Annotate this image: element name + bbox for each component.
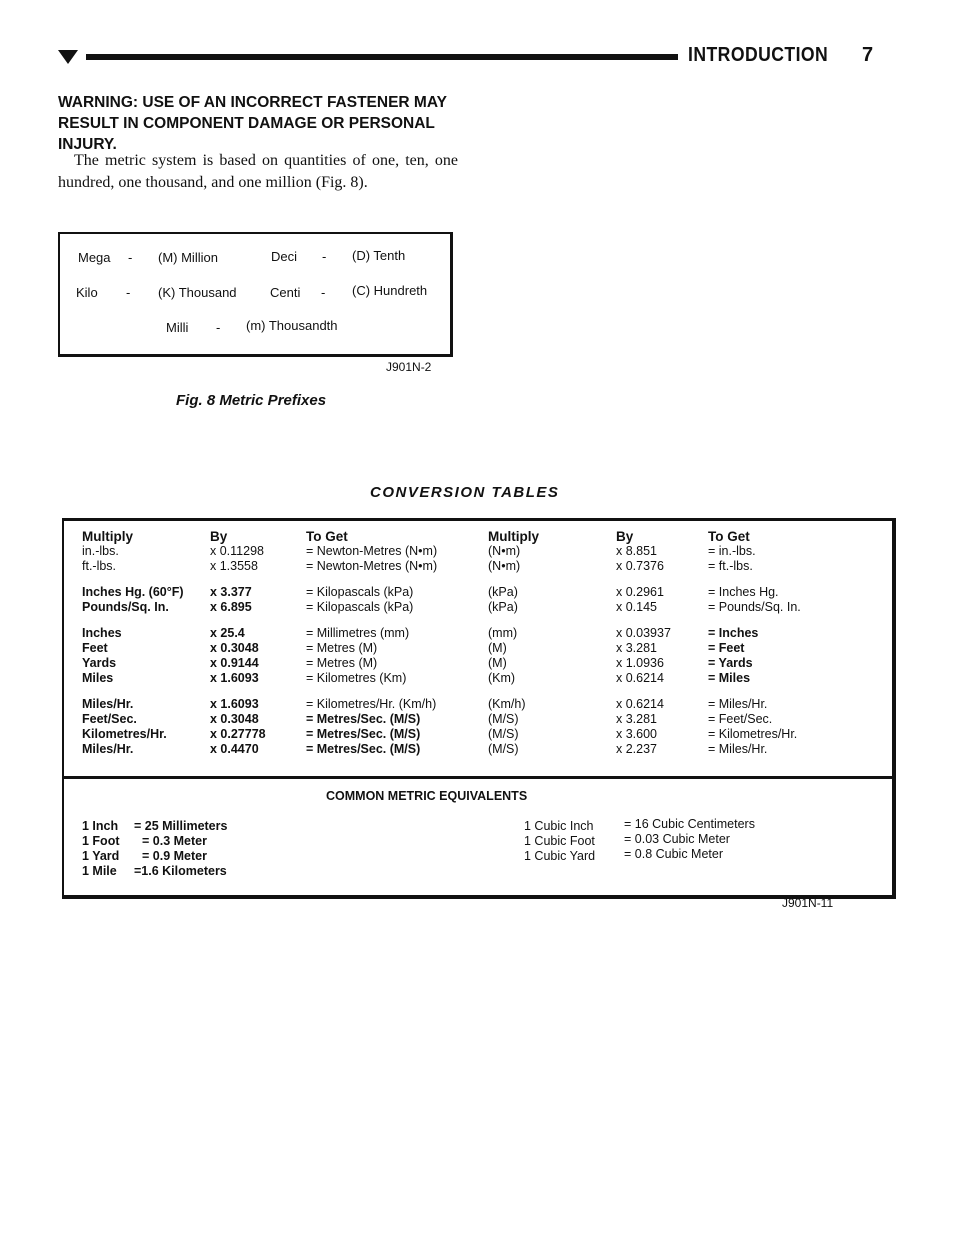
equiv-value: = 0.8 Cubic Meter bbox=[624, 847, 724, 861]
prefix-dash: - bbox=[128, 250, 133, 265]
equiv-label: 1 Foot bbox=[82, 834, 120, 848]
equiv-value: = 0.9 Meter bbox=[142, 849, 207, 863]
table-cell: = Miles/Hr. bbox=[708, 697, 768, 711]
prefix-dash: - bbox=[321, 285, 326, 300]
table-cell: (mm) bbox=[488, 626, 518, 640]
equiv-value: = 0.03 Cubic Meter bbox=[624, 832, 730, 846]
equiv-label: 1 Mile bbox=[82, 864, 117, 878]
table-cell: Inches Hg. (60°F) bbox=[82, 585, 184, 599]
equiv-value: = 25 Millimeters bbox=[134, 819, 228, 833]
group-gap bbox=[82, 574, 184, 585]
table-cell: = Inches Hg. bbox=[708, 585, 779, 599]
table-cell: x 0.3048 bbox=[210, 712, 259, 726]
group-gap bbox=[210, 574, 266, 585]
equivalents-right-names bbox=[524, 819, 595, 864]
group-gap bbox=[488, 574, 539, 585]
section-triangle-icon bbox=[58, 50, 78, 64]
group-gap bbox=[708, 615, 801, 626]
prefix-name: Mega bbox=[78, 250, 111, 265]
column-toget-right bbox=[708, 529, 801, 757]
equiv-value: = 16 Cubic Centimeters bbox=[624, 817, 755, 831]
prefix-name: Centi bbox=[270, 285, 301, 300]
table-cell: Feet bbox=[82, 641, 108, 655]
table-cell: (M/S) bbox=[488, 712, 519, 726]
table-cell: x 0.6214 bbox=[616, 671, 664, 685]
table-cell: = Metres/Sec. (M/S) bbox=[306, 727, 421, 741]
table-cell: = Kilometres/Hr. (Km/h) bbox=[306, 697, 437, 711]
table-cell: = Kilopascals (kPa) bbox=[306, 585, 414, 599]
equiv-label: 1 Yard bbox=[82, 849, 120, 863]
table-cell: x 0.145 bbox=[616, 600, 658, 614]
table-cell: x 1.3558 bbox=[210, 559, 258, 573]
table-cell: x 2.237 bbox=[616, 742, 658, 756]
column-header: To Get bbox=[708, 529, 750, 544]
table-cell: x 1.0936 bbox=[616, 656, 664, 670]
table-cell: = Metres (M) bbox=[306, 641, 378, 655]
table-cell: x 0.3048 bbox=[210, 641, 259, 655]
column-toget-left bbox=[306, 529, 437, 757]
equivalents-right-values bbox=[624, 817, 755, 862]
prefix-meaning: (D) Tenth bbox=[352, 248, 406, 263]
table-cell: = in.-lbs. bbox=[708, 544, 756, 558]
table-cell: = Newton-Metres (N•m) bbox=[306, 544, 438, 558]
column-header: By bbox=[210, 529, 228, 544]
figure-caption: Fig. 8 Metric Prefixes bbox=[176, 392, 327, 409]
table-cell: (M/S) bbox=[488, 742, 519, 756]
column-by-right bbox=[616, 529, 671, 757]
group-gap bbox=[488, 686, 539, 697]
table-cell: Miles/Hr. bbox=[82, 742, 134, 756]
table-cell: = Kilopascals (kPa) bbox=[306, 600, 414, 614]
table-cell: Feet/Sec. bbox=[82, 712, 137, 726]
table-cell: x 1.6093 bbox=[210, 697, 259, 711]
column-multiply-right bbox=[488, 529, 539, 757]
table-cell: = Feet bbox=[708, 641, 745, 655]
table-cell: = Millimetres (mm) bbox=[306, 626, 410, 640]
table-cell: x 0.4470 bbox=[210, 742, 259, 756]
table-cell: = Metres/Sec. (M/S) bbox=[306, 742, 421, 756]
table-cell: (N•m) bbox=[488, 559, 521, 573]
group-gap bbox=[488, 615, 539, 626]
table-cell: x 3.281 bbox=[616, 712, 658, 726]
group-gap bbox=[306, 615, 437, 626]
table-cell: (M/S) bbox=[488, 727, 519, 741]
table-cell: x 0.11298 bbox=[210, 544, 264, 558]
header-rule bbox=[86, 54, 678, 60]
equiv-label: 1 Inch bbox=[82, 819, 119, 833]
table-cell: x 3.377 bbox=[210, 585, 252, 599]
prefix-meaning: (M) Million bbox=[158, 250, 218, 265]
table-cell: x 3.281 bbox=[616, 641, 658, 655]
table-cell: x 6.895 bbox=[210, 600, 252, 614]
table-cell: = Pounds/Sq. In. bbox=[708, 600, 801, 614]
prefix-dash: - bbox=[216, 320, 221, 335]
table-cell: (Km) bbox=[488, 671, 516, 685]
equivalents-left-names bbox=[82, 819, 120, 879]
column-multiply-left bbox=[82, 529, 184, 757]
table-cell: (M) bbox=[488, 641, 507, 655]
table-cell: = Metres/Sec. (M/S) bbox=[306, 712, 421, 726]
table-cell: (kPa) bbox=[488, 585, 518, 599]
table-cell: (M) bbox=[488, 656, 507, 670]
table-cell: = ft.-lbs. bbox=[708, 559, 753, 573]
equivalents-left-values bbox=[134, 819, 227, 879]
table-cell: Yards bbox=[82, 656, 117, 670]
conversion-tables-title: CONVERSION TABLES bbox=[370, 484, 560, 501]
table-cell: = Miles bbox=[708, 671, 751, 685]
group-gap bbox=[82, 615, 184, 626]
table-cell: Miles/Hr. bbox=[82, 697, 134, 711]
table-cell: x 0.03937 bbox=[616, 626, 671, 640]
table-cell: x 0.9144 bbox=[210, 656, 259, 670]
section-title: INTRODUCTION bbox=[688, 44, 829, 66]
prefix-name: Milli bbox=[166, 320, 189, 335]
table-cell: x 25.4 bbox=[210, 626, 245, 640]
table-cell: x 0.7376 bbox=[616, 559, 664, 573]
prefix-dash: - bbox=[322, 249, 327, 264]
prefix-dash: - bbox=[126, 285, 131, 300]
warning-text: WARNING: USE OF AN INCORRECT FASTENER MAY RESULT IN COMPONENT DAMAGE OR PERSONAL INJURY. bbox=[58, 94, 447, 153]
prefix-name: Deci bbox=[271, 249, 298, 264]
page-number: 7 bbox=[862, 44, 874, 66]
table-cell: = Yards bbox=[708, 656, 753, 670]
equiv-value: =1.6 Kilometers bbox=[134, 864, 227, 878]
column-header: By bbox=[616, 529, 634, 544]
body-paragraph: The metric system is based on quantities of one, ten, one hundred, one thousand, and one million (Fig. 8). bbox=[58, 152, 458, 191]
table-cell: = Feet/Sec. bbox=[708, 712, 773, 726]
table-cell: x 8.851 bbox=[616, 544, 658, 558]
table-cell: x 3.600 bbox=[616, 727, 658, 741]
group-gap bbox=[708, 574, 801, 585]
table-cell: (N•m) bbox=[488, 544, 521, 558]
table-id: J901N-11 bbox=[782, 896, 834, 910]
prefix-meaning: (C) Hundreth bbox=[352, 283, 428, 298]
equiv-value: = 0.3 Meter bbox=[142, 834, 207, 848]
table-cell: in.-lbs. bbox=[82, 544, 119, 558]
metric-prefixes-figure bbox=[58, 232, 453, 357]
group-gap bbox=[306, 686, 437, 697]
table-cell: x 0.27778 bbox=[210, 727, 266, 741]
group-gap bbox=[616, 574, 671, 585]
table-cell: Miles bbox=[82, 671, 114, 685]
prefix-meaning: (m) Thousandth bbox=[246, 318, 338, 333]
table-cell: Pounds/Sq. In. bbox=[82, 600, 169, 614]
table-cell: = Metres (M) bbox=[306, 656, 378, 670]
table-cell: x 0.2961 bbox=[616, 585, 664, 599]
column-header: Multiply bbox=[488, 529, 539, 544]
equivalents-title: COMMON METRIC EQUIVALENTS bbox=[326, 789, 528, 803]
table-cell: = Inches bbox=[708, 626, 759, 640]
prefix-meaning: (K) Thousand bbox=[158, 285, 237, 300]
equiv-label: 1 Cubic Foot bbox=[524, 834, 595, 848]
table-cell: = Kilometres (Km) bbox=[306, 671, 407, 685]
column-header: To Get bbox=[306, 529, 348, 544]
table-cell: x 0.6214 bbox=[616, 697, 664, 711]
table-cell: (Km/h) bbox=[488, 697, 526, 711]
column-by-left bbox=[210, 529, 266, 757]
table-cell: x 1.6093 bbox=[210, 671, 259, 685]
table-cell: Inches bbox=[82, 626, 122, 640]
prefix-name: Kilo bbox=[76, 285, 98, 300]
table-cell: = Kilometres/Hr. bbox=[708, 727, 798, 741]
group-gap bbox=[616, 686, 671, 697]
group-gap bbox=[82, 686, 184, 697]
group-gap bbox=[210, 615, 266, 626]
group-gap bbox=[708, 686, 801, 697]
equiv-label: 1 Cubic Inch bbox=[524, 819, 594, 833]
group-gap bbox=[616, 615, 671, 626]
equiv-label: 1 Cubic Yard bbox=[524, 849, 596, 863]
column-header: Multiply bbox=[82, 529, 133, 544]
conversion-table bbox=[62, 518, 896, 899]
table-cell: = Miles/Hr. bbox=[708, 742, 768, 756]
figure-id: J901N-2 bbox=[386, 360, 432, 374]
group-gap bbox=[210, 686, 266, 697]
table-cell: = Newton-Metres (N•m) bbox=[306, 559, 438, 573]
group-gap bbox=[306, 574, 437, 585]
table-cell: (kPa) bbox=[488, 600, 518, 614]
table-cell: ft.-lbs. bbox=[82, 559, 117, 573]
table-cell: Kilometres/Hr. bbox=[82, 727, 167, 741]
table-divider bbox=[64, 776, 892, 779]
